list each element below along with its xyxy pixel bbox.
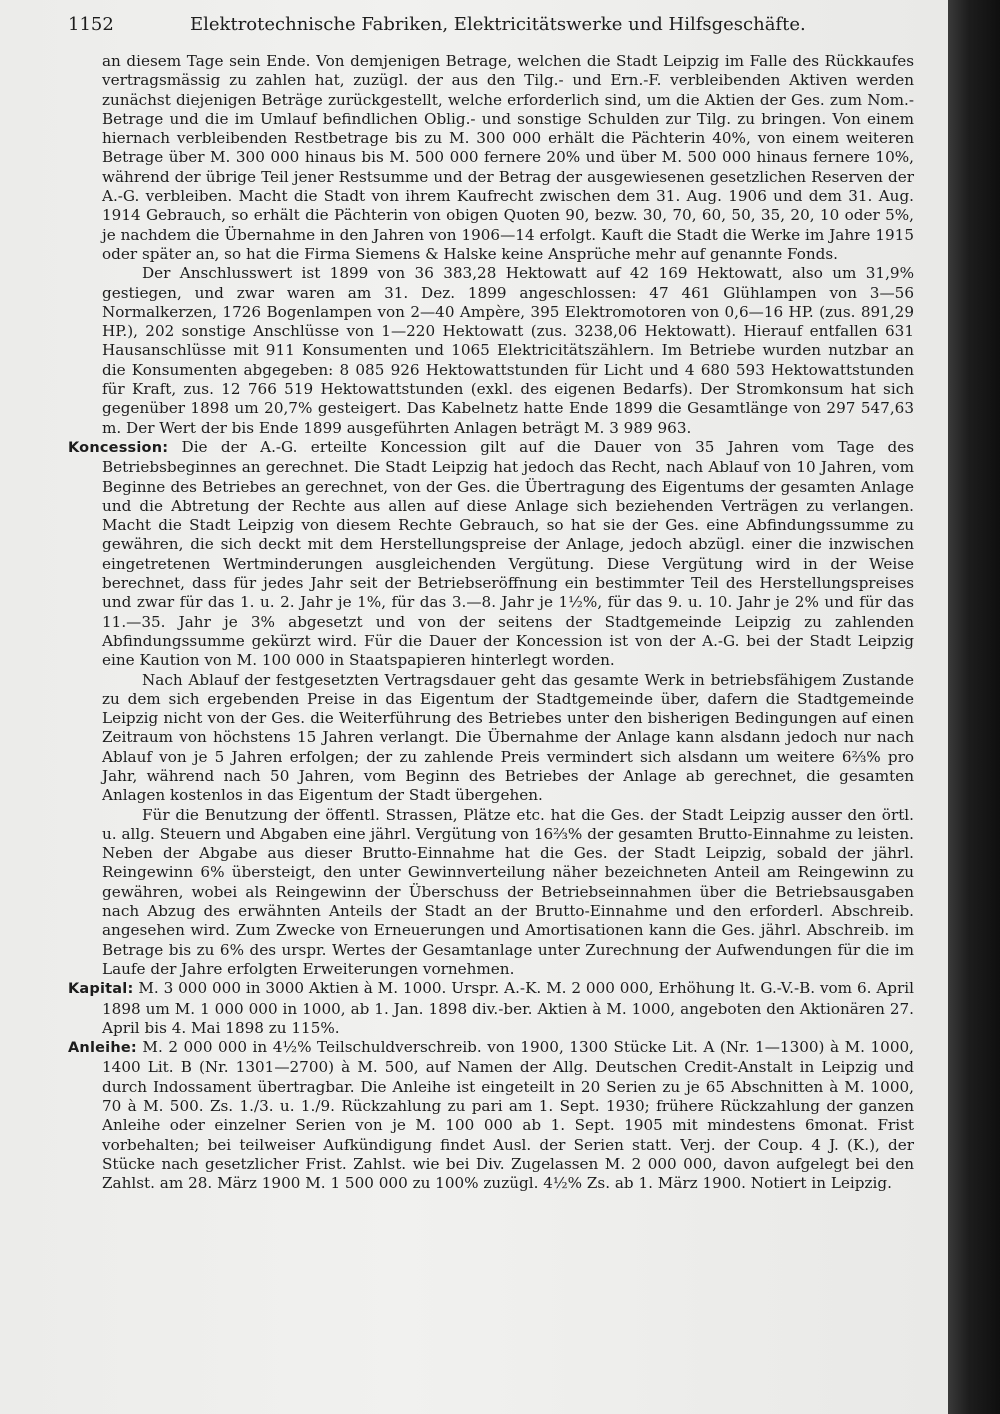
section-text-koncession: Die der A.-G. erteilte Koncession gilt auf die Dauer von 35 Jahren vom Tage des Betriebsbeginnes an gerechnet. Die Stadt Leipzig hat jedoch das Recht, nach Ablauf von 10 Jahren, vom Beginne des Betriebes an gerechnet, von der Ges. die Übertragung des Eigentums der gesamten Anlage und die Abtretung der Rechte aus allen auf diese Anlage sich beziehenden Verträgen zu verlangen. Macht die Stadt Leipzig von diesem Rechte Gebrauch, so hat sie der Ges. eine Abfindungssumme zu gewähren, die sich deckt mit dem Herstellungspreise der Anlage, jedoch abzügl. einer die inzwischen eingetretenen Wertminderungen ausgleichenden Vergütung. Diese Vergütung wird in der Weise berechnet, dass für jedes Jahr seit der Betriebseröffnung ein bestimmter Teil des Herstellungspreises und zwar für das 1. u. 2. Jahr je 1%, für das 3.—8. Jahr je 1½%, für das 9. u. 10. Jahr je 2% und für das 11.—35. Jahr je 3% abgesetzt und von der seitens der Stadtgemeinde Leipzig zu zahlenden Abfindungssumme gekürzt wird. Für die Dauer der Koncession ist von der A.-G. bei der Stadt Leipzig eine Kaution von M. 100 000 in Staatspapieren hinterlegt worden. [102, 437, 914, 670]
section-text-kapital: M. 3 000 000 in 3000 Aktien à M. 1000. Urspr. A.-K. M. 2 000 000, Erhöhung lt. G.-V.-B. vom 6. April 1898 um M. 1 000 000 in 1000, ab 1. Jan. 1898 div.-ber. Aktien à M. 1000, angeboten den Aktionären 27. April bis 4. Mai 1898 zu 115%. [102, 979, 914, 1037]
running-title: Elektrotechnische Fabriken, Elektricitätswerke und Hilfsgeschäfte. [190, 14, 806, 35]
paragraph-contract-expiry: Nach Ablauf der festgesetzten Vertragsdauer geht das gesamte Werk in betriebsfähigem Zustande zu dem sich ergebenden Preise in das Eigentum der Stadtgemeinde über, dafern die Stadtgemeinde Leipzig nicht von der Ges. die Weiterführung des Betriebes unter den bisherigen Bedingungen auf einen Zeitraum von höchstens 15 Jahren verlangt. Die Übernahme der Anlage kann alsdann jedoch nur nach Ablauf von je 5 Jahren erfolgen; der zu zahlende Preis vermindert sich alsdann um weitere 6⅔% pro Jahr, während nach 50 Jahren, vom Beginn des Betriebes der Anlage ab gerechnet, die gesamten Anlagen kostenlos in das Eigentum der Stadt übergehen. [102, 670, 914, 805]
section-label-kapital: Kapital: [68, 981, 134, 998]
section-text-anleihe: M. 2 000 000 in 4½% Teilschuldverschreib. von 1900, 1300 Stücke Lit. A (Nr. 1—1300) à M. 1000, 1400 Lit. B (Nr. 1301—2700) à M. 500, auf Namen der Allg. Deutschen Credit-Anstalt in Leipzig und durch Indossament übertragbar. Die Anleihe ist eingeteilt in 20 Serien zu je 65 Abschnitten à M. 1000, 70 à M. 500. Zs. 1./3. u. 1./9. Rückzahlung zu pari am 1. Sept. 1930; frühere Rückzahlung der ganzen Anleihe oder einzelner Serien von je M. 100 000 ab 1. Sept. 1905 mit mindestens 6monat. Frist vorbehalten; bei teilweiser Aufkündigung findet Ausl. der Serien statt. Verj. der Coup. 4 J. (K.), der Stücke nach gesetzlicher Frist. Zahlst. wie bei Div. Zugelassen M. 2 000 000, davon aufgelegt bei den Zahlst. am 28. März 1900 M. 1 500 000 zu 100% zuzügl. 4½% Zs. ab 1. März 1900. Notiert in Leipzig. [102, 1038, 914, 1193]
page-header [68, 8, 914, 42]
section-label-koncession: Koncession: [68, 439, 169, 456]
page-number: 1152 [68, 14, 114, 35]
paragraph-connection-value: Der Anschlusswert ist 1899 von 36 383,28 Hektowatt auf 42 169 Hektowatt, also um 31,9% gestiegen, und zwar waren am 31. Dez. 1899 angeschlossen: 47 461 Glühlampen von 3—56 Normalkerzen, 1726 Bogenlampen von 2—40 Ampère, 395 Elektromotoren von 0,6—16 HP. (zus. 891,29 HP.), 202 sonstige Anschlüsse von 1—220 Hektowatt (zus. 3238,06 Hektowatt). Hierauf entfallen 631 Hausanschlüsse mit 911 Konsumenten und 1065 Elektricitätszählern. Im Betriebe wurden nutzbar an die Konsumenten abgegeben: 8 085 926 Hektowattstunden für Licht und 4 680 593 Hektowattstunden für Kraft, zus. 12 766 519 Hektowattstunden (exkl. des eigenen Bedarfs). Der Stromkonsum hat sich gegenüber 1898 um 20,7% gesteigert. Das Kabelnetz hatte Ende 1899 die Gesamtlänge von 297 547,63 m. Der Wert der bis Ende 1899 ausgeführten Anlagen beträgt M. 3 989 963. [102, 264, 914, 437]
section-koncession [68, 438, 914, 671]
paragraph-repurchase: an diesem Tage sein Ende. Von demjenigen Betrage, welchen die Stadt Leipzig im Falle des Rückkaufes vertragsmässig zu zahlen hat, zuzügl. der aus den Tilg.- und Ern.-F. verbleibenden Aktiven werden zunächst diejenigen Beträge zurückgestellt, welche erforderlich sind, um die Aktien der Ges. zum Nom.-Betrage und die im Umlauf befindlichen Oblig.- und sonstige Schulden zur Tilg. zu bringen. Von einem hiernach verbleibenden Restbetrage bis zu M. 300 000 erhält die Pächterin 40%, von einem weiteren Betrage über M. 300 000 hinaus bis M. 500 000 fernere 20% und über M. 500 000 hinaus fernere 10%, während der übrige Teil jener Restsumme und der Betrag der ausgewiesenen gesetzlichen Reserven der A.-G. verbleiben. Macht die Stadt von ihrem Kaufrecht zwischen dem 31. Aug. 1906 und dem 31. Aug. 1914 Gebrauch, so erhält die Pächterin von obigen Quoten 90, bezw. 30, 70, 60, 50, 35, 20, 10 oder 5%, je nachdem die Übernahme in den Jahren von 1906—14 erfolgt. Kauft die Stadt die Werke im Jahre 1915 oder später an, so hat die Firma Siemens & Halske keine Ansprüche mehr auf genannte Fonds. [102, 52, 914, 263]
page-edge-shadow [948, 0, 1000, 1414]
section-kapital [68, 979, 914, 1038]
page-content [68, 8, 914, 1194]
section-anleihe [68, 1038, 914, 1193]
paragraph-street-usage: Für die Benutzung der öffentl. Strassen, Plätze etc. hat die Ges. der Stadt Leipzig ausser den örtl. u. allg. Steuern und Abgaben eine jährl. Vergütung von 16⅔% der gesamten Brutto-Einnahme zu leisten. Neben der Abgabe aus dieser Brutto-Einnahme hat die Ges. der Stadt Leipzig, sobald der jährl. Reingewinn 6% übersteigt, den unter Gewinnverteilung näher bezeichneten Anteil am Reingewinn zu gewähren, wobei als Reingewinn der Überschuss der Betriebseinnahmen über die Betriebsausgaben nach Abzug des erwähnten Anteils der Stadt an der Brutto-Einnahme und den erforderl. Abschreib. angesehen wird. Zum Zwecke von Erneuerungen und Amortisationen kann die Ges. jährl. Abschreib. im Betrage bis zu 6% des urspr. Wertes der Gesamtanlage unter Zurechnung der Aufwendungen für die im Laufe der Jahre erfolgten Erweiterungen vornehmen. [102, 805, 914, 978]
section-label-anleihe: Anleihe: [68, 1040, 137, 1057]
page-body [68, 52, 914, 1194]
